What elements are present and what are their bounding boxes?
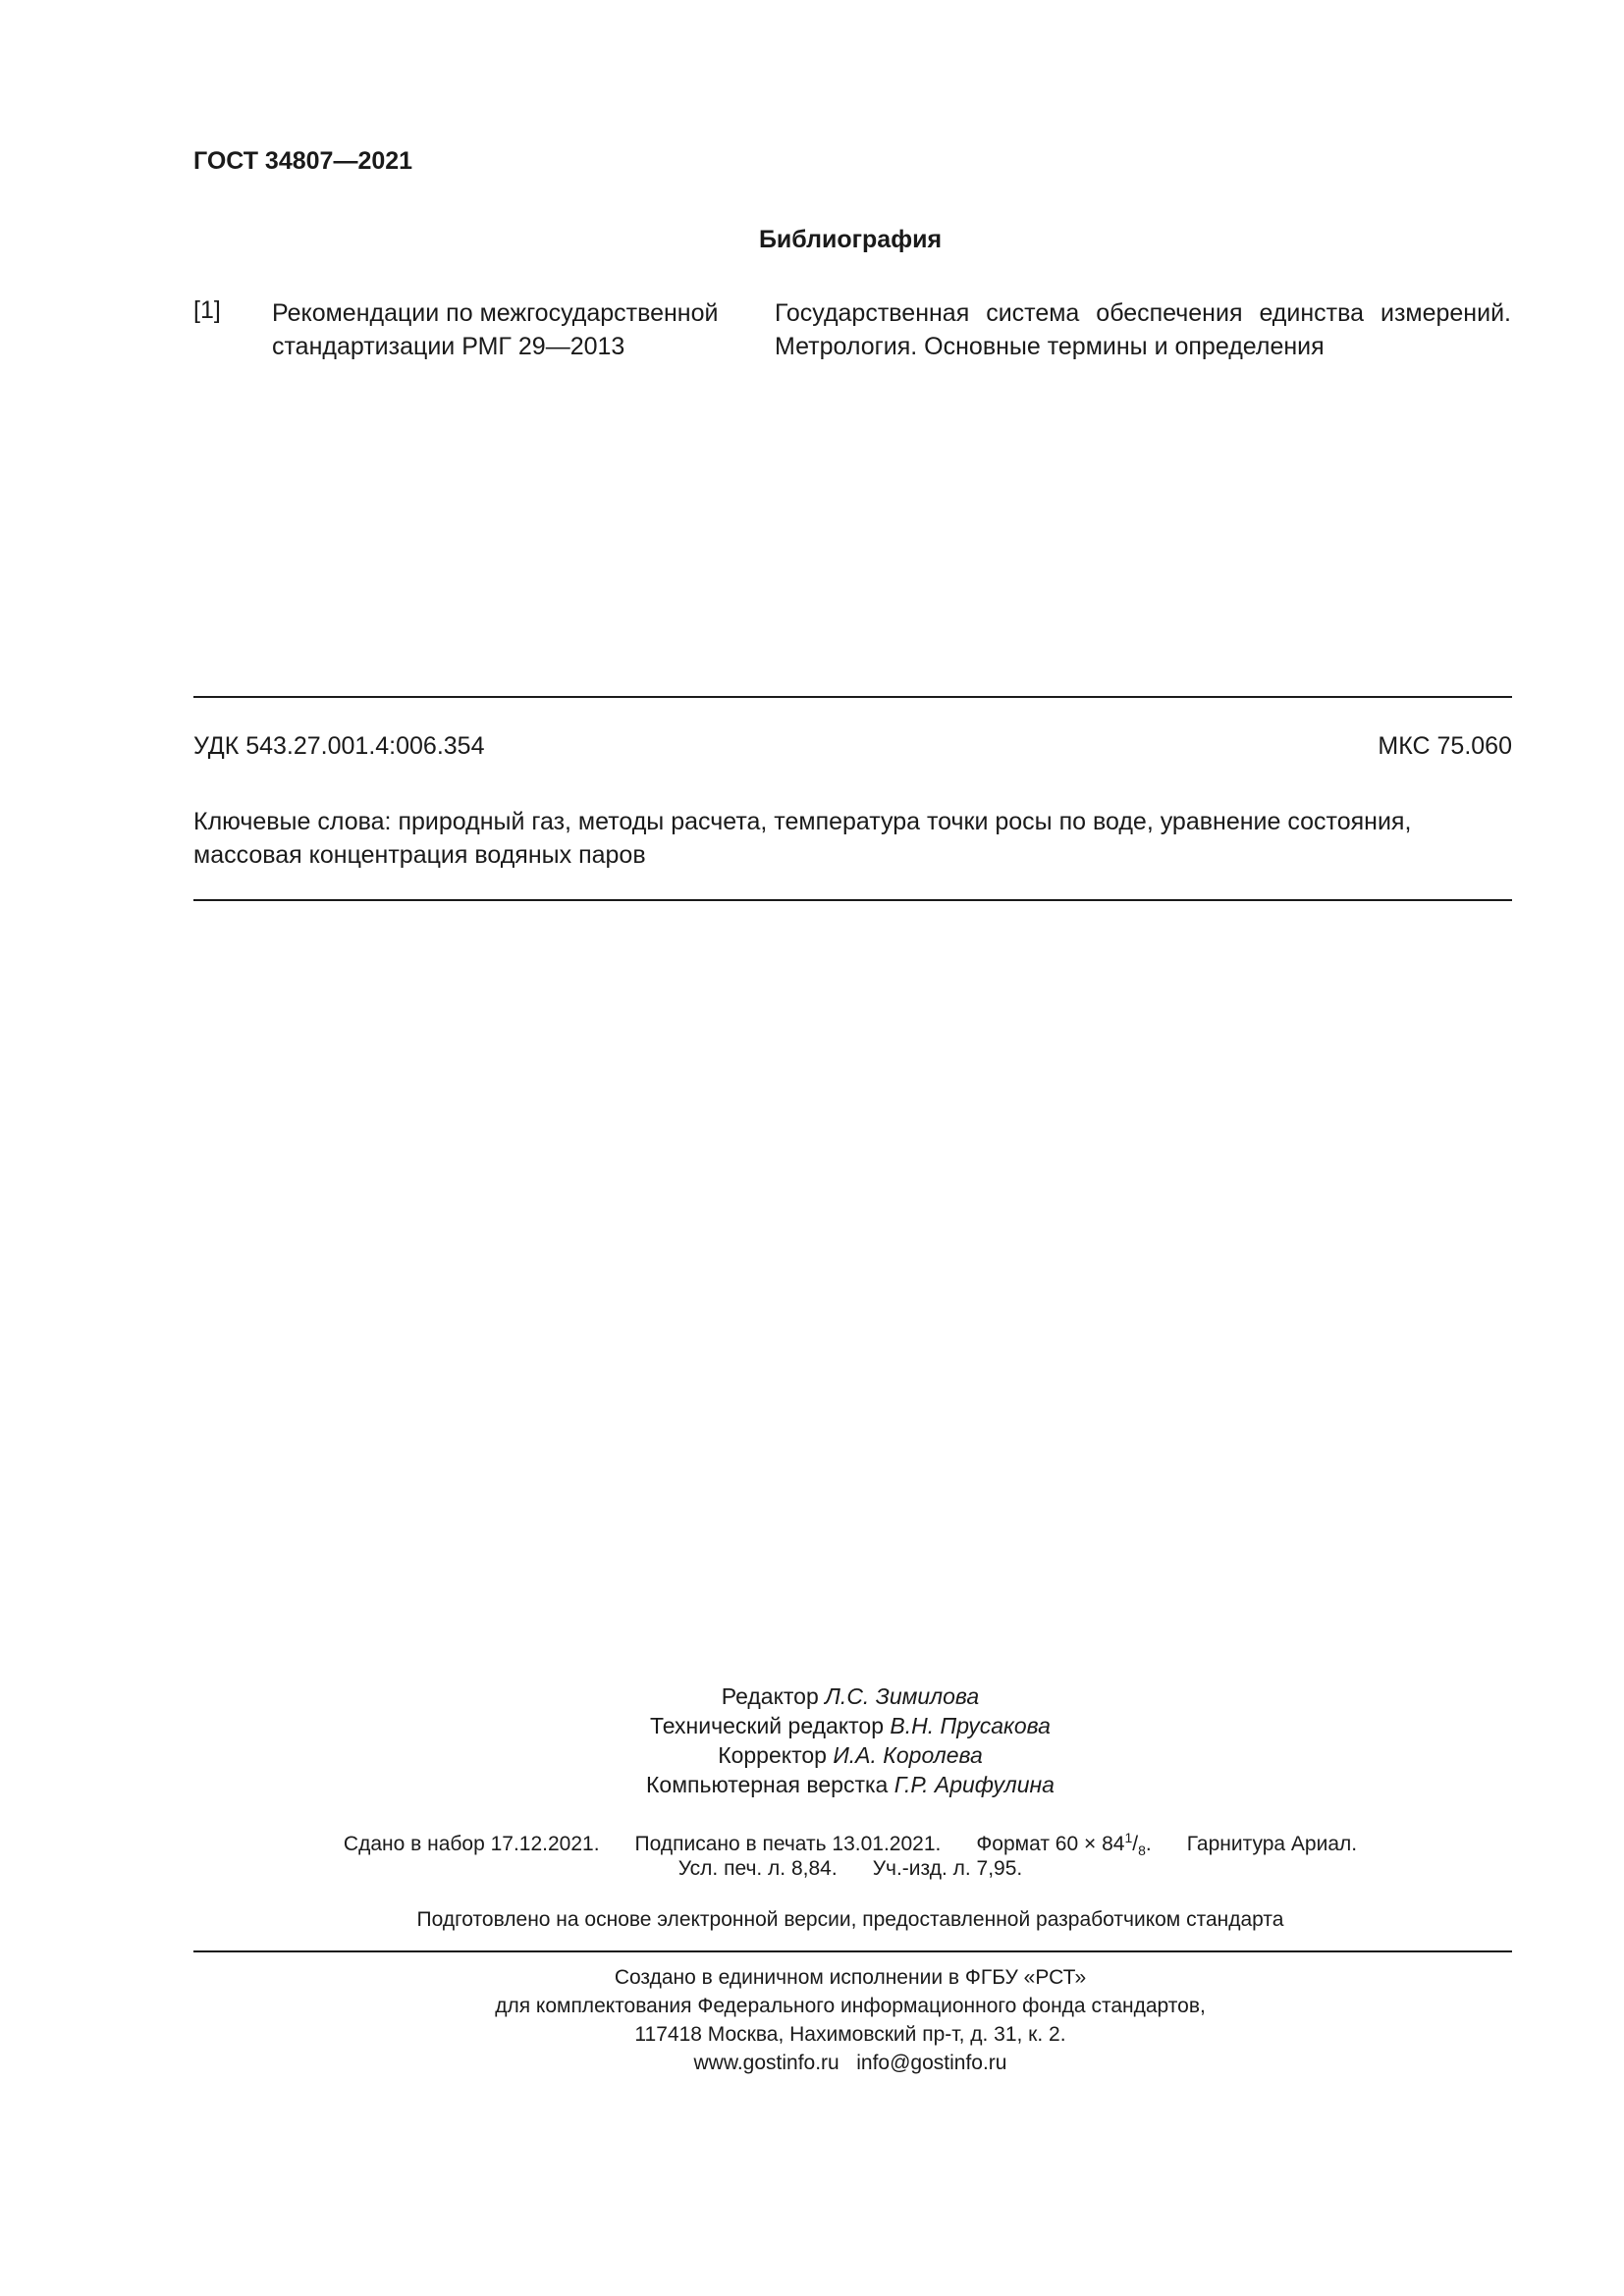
- footer-website-link[interactable]: www.gostinfo.ru: [693, 2052, 839, 2074]
- bibliography-entry-title: Государственная система обеспечения единства измерений. Метрология. Основные термины и определения: [775, 299, 1511, 360]
- publisher-footer: [0, 1963, 1624, 2077]
- divider-middle: [193, 899, 1512, 901]
- credit-tech-editor: Технический редактор В.Н. Прусакова: [650, 1713, 1051, 1738]
- udk-code: УДК 543.27.001.4:006.354: [193, 732, 485, 760]
- footer-line-3: 117418 Москва, Нахимовский пр-т, д. 31, к. 2.: [634, 2023, 1066, 2046]
- print-info-line-1: Сдано в набор 17.12.2021. Подписано в печать 13.01.2021. Формат $60 \times 84^1/_8$. Гарнитура Ариал.: [343, 1830, 1358, 1859]
- mks-code: МКС 75.060: [1378, 732, 1512, 760]
- divider-bottom: [193, 1950, 1512, 1952]
- divider-top: [193, 696, 1512, 698]
- credit-editor: Редактор Л.С. Зимилова: [721, 1683, 980, 1709]
- credit-layout: Компьютерная верстка Г.Р. Арифулина: [646, 1772, 1055, 1797]
- keywords: Ключевые слова: природный газ, методы расчета, температура точки росы по воде, уравнение состояния, массовая концентрация водяных паров: [193, 808, 1412, 869]
- footer-line-1: Создано в единичном исполнении в ФГБУ «РСТ»: [614, 1966, 1087, 1989]
- footer-email-link[interactable]: info@gostinfo.ru: [856, 2052, 1007, 2074]
- prepared-note: Подготовлено на основе электронной версии, предоставленной разработчиком стандарта: [416, 1908, 1284, 1931]
- credit-proofreader: Корректор И.А. Королева: [718, 1742, 983, 1768]
- bibliography-title: Библиография: [758, 226, 943, 253]
- footer-line-2: для комплектования Федерального информационного фонда стандартов,: [495, 1995, 1206, 2017]
- credits-block: [0, 1682, 1624, 1799]
- print-info-line-2: Усл. печ. л. 8,84. Уч.-изд. л. 7,95.: [677, 1857, 1023, 1880]
- document-code: ГОСТ 34807—2021: [193, 147, 413, 175]
- bibliography-entry-source: Рекомендации по межгосударственной стандартизации РМГ 29—2013: [272, 299, 719, 360]
- footer-contacts: [0, 2049, 1624, 2077]
- bibliography-entry-number: [1]: [193, 296, 221, 324]
